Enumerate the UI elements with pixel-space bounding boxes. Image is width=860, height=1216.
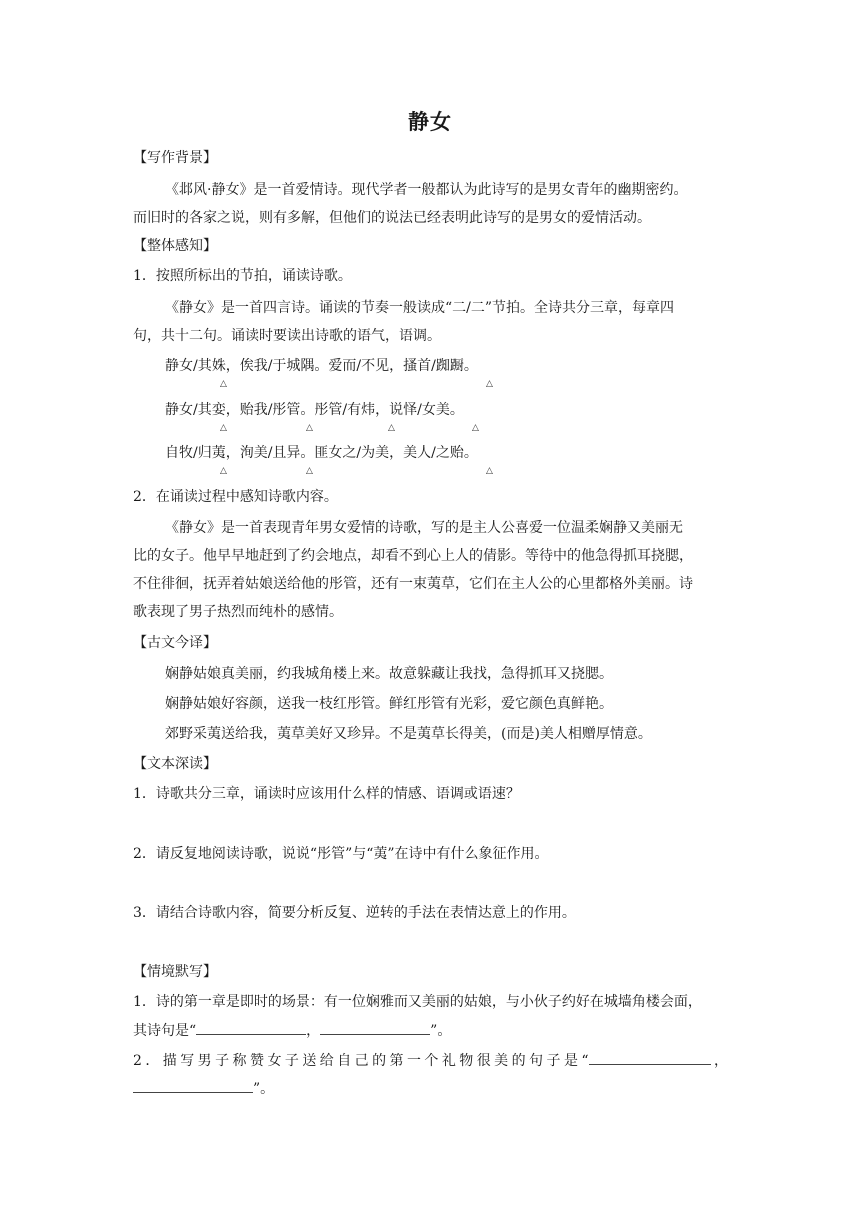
dictation-question-1-line-1: 1．诗的第一章是即时的场景：有一位娴雅而又美丽的姑娘，与小伙子约好在城墙角楼会面， [133,994,702,1010]
dictation-question-1-line-2 [133,1020,451,1041]
poem-line-3: 自牧/归荑，洵美/且异。匪女之/为美，美人/之贻。 [165,445,478,461]
overview-q2-paragraph-line-4: 歌表现了男子热烈而纯朴的感情。 [133,604,343,620]
stress-mark: △ [220,466,227,476]
background-paragraph-line-2: 而旧时的各家之说，则有多解，但他们的说法已经表明此诗写的是男女的爱情活动。 [133,210,651,226]
dictation-q1-separator: ， [306,1023,321,1039]
translation-line-3: 郊野采荑送给我，荑草美好又珍异。不是荑草长得美，(而是)美人相赠厚情意。 [165,726,652,742]
translation-line-1: 娴静姑娘真美丽，约我城角楼上来。故意躲藏让我找，急得抓耳又挠腮。 [165,666,613,682]
overview-q2-paragraph-line-3: 不住徘徊，抚弄着姑娘送给他的彤管，还有一束荑草，它们在主人公的心里都格外美丽。诗 [133,576,693,592]
deep-reading-question-3: 3．请结合诗歌内容，简要分析反复、逆转的手法在表情达意上的作用。 [133,905,576,921]
dictation-q2-suffix: ”。 [253,1081,275,1097]
background-paragraph-line-1: 《邶风·静女》是一首爱情诗。现代学者一般都认为此诗写的是男女青年的幽期密约。 [165,182,688,198]
section-header-dictation: 【情境默写】 [133,964,217,980]
stress-mark: △ [472,423,479,433]
page-title: 静女 [408,110,452,134]
stress-mark: △ [486,466,493,476]
dictation-q2-text: 2．描写男子称赞女子送给自己的第一个礼物很美的句子是“ [133,1053,589,1069]
dictation-q1-blank-2[interactable] [320,1020,430,1035]
poem-line-2: 静女/其娈，贻我/彤管。彤管/有炜，说怿/女美。 [165,402,464,418]
overview-q1-paragraph-line-1: 《静女》是一首四言诗。诵读的节奏一般读成“二/二”节拍。全诗共分三章，每章四 [165,300,675,316]
poem-line-1: 静女/其姝，俟我/于城隅。爱而/不见，搔首/踟蹰。 [165,358,478,374]
dictation-q2-blank-2[interactable] [133,1078,253,1093]
deep-reading-question-2: 2．请反复地阅读诗歌，说说“彤管”与“荑”在诗中有什么象征作用。 [133,846,549,862]
stress-mark: △ [388,423,395,433]
stress-mark: △ [306,423,313,433]
dictation-question-2-line-2 [133,1078,274,1099]
stress-mark: △ [220,379,227,389]
dictation-q2-blank-1[interactable] [589,1050,711,1065]
dictation-q1-suffix: ”。 [430,1023,452,1039]
dictation-q1-blank-1[interactable] [196,1020,306,1035]
dictation-question-2-line-1 [133,1050,728,1071]
section-header-deep-reading: 【文本深读】 [133,756,217,772]
overview-question-1: 1．按照所标出的节拍，诵读诗歌。 [133,268,352,284]
overview-q2-paragraph-line-1: 《静女》是一首表现青年男女爱情的诗歌，写的是主人公喜爱一位温柔娴静又美丽无 [165,520,683,536]
translation-line-2: 娴静姑娘好容颜，送我一枝红彤管。鲜红彤管有光彩，爱它颜色真鲜艳。 [165,696,613,712]
overview-q1-paragraph-line-2: 句，共十二句。诵读时要读出诗歌的语气，语调。 [133,328,441,344]
dictation-q2-separator: ， [710,1053,728,1069]
overview-q2-paragraph-line-2: 比的女子。他早早地赶到了约会地点，却看不到心上人的倩影。等待中的他急得抓耳挠腮， [133,548,693,564]
dictation-q1-prefix: 其诗句是“ [133,1023,197,1039]
section-header-translation: 【古文今译】 [133,635,217,651]
stress-mark: △ [220,423,227,433]
section-header-background: 【写作背景】 [133,150,217,166]
deep-reading-question-1: 1．诗歌共分三章，诵读时应该用什么样的情感、语调或语速？ [133,786,520,802]
section-header-overview: 【整体感知】 [133,238,217,254]
stress-mark: △ [306,466,313,476]
stress-mark: △ [486,379,493,389]
overview-question-2: 2．在诵读过程中感知诗歌内容。 [133,489,338,505]
